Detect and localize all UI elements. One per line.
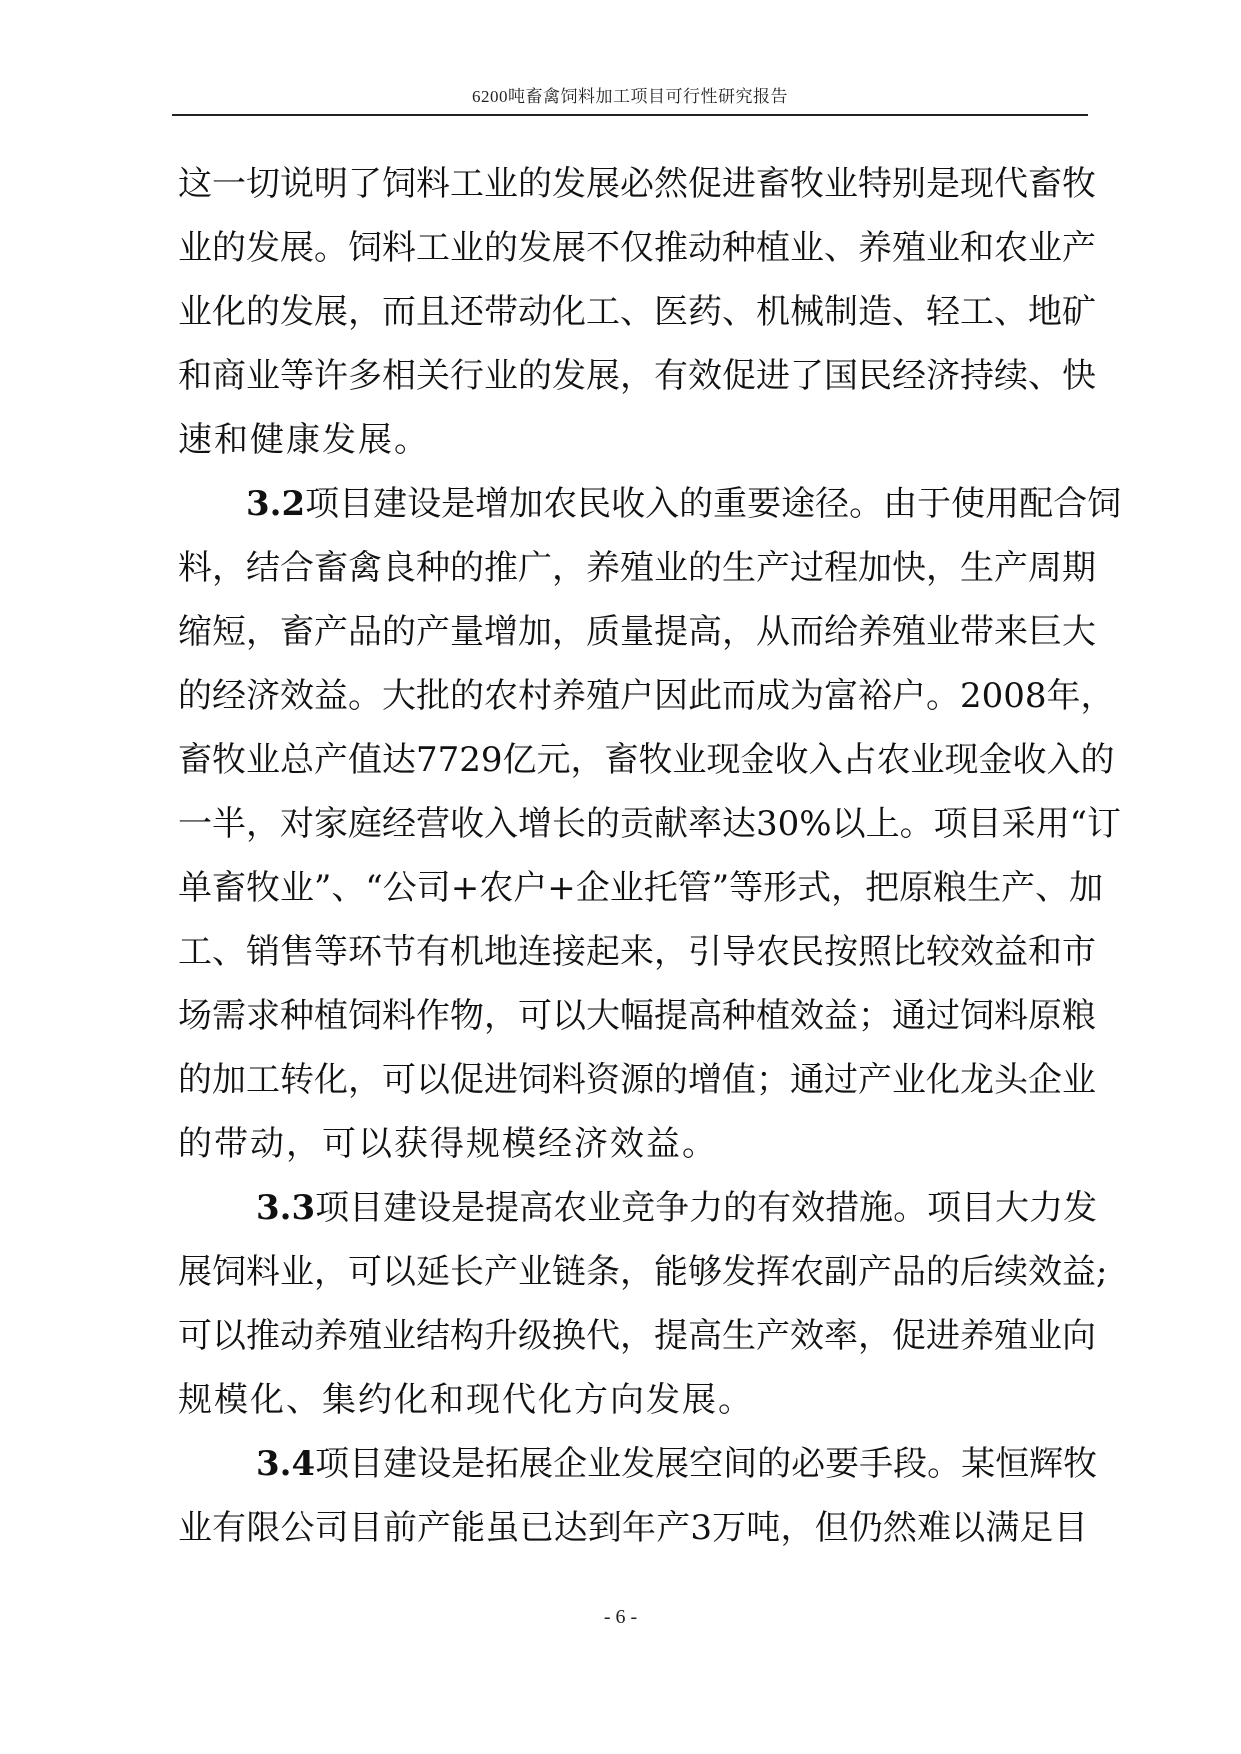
paragraph-start-3-4 [178,1432,1098,1496]
text-line: 的带动，可以获得规模经济效益。 [178,1124,718,1164]
text-run: 项 目 建 设 是 提 高 农 业 竞 争 力 的 有 效 措 施 。 项 目 大 力 发 [315,1188,1098,1228]
text-line: 可 以 推 动 养 殖 业 结 构 升 级 换 代 ， 提 高 生 产 效 率 ， 促 进 养 殖 业 向 [178,1316,1096,1356]
text-line: 畜 牧 业 总 产 值 达 7729 亿 元 ， 畜 牧 业 现 金 收 入 占 农 业 现 金 收 入 的 [178,740,1115,780]
text-run: 项 目 建 设 是 增 加 农 民 收 入 的 重 要 途 径 。 由 于 使 用 配 合 饲 [305,484,1122,524]
header-rule [172,114,1088,116]
text-line: 工 、 销 售 等 环 节 有 机 地 连 接 起 来 ， 引 导 农 民 按 照 比 较 效 益 和 市 [178,932,1096,972]
text-line: 料 ， 结 合 畜 禽 良 种 的 推 广 ， 养 殖 业 的 生 产 过 程 加 快 ， 生 产 周 期 [178,548,1096,588]
body-text [178,152,1122,1560]
text-line: 和 商 业 等 许 多 相 关 行 业 的 发 展 ， 有 效 促 进 了 国 民 经 济 持 续 、 快 [178,356,1096,396]
text-line: 业 化 的 发 展 ， 而 且 还 带 动 化 工 、 医 药 、 机 械 制 造 、 轻 工 、 地 矿 [178,292,1096,332]
text-run: 项 目 建 设 是 拓 展 企 业 发 展 空 间 的 必 要 手 段 。 某 恒 辉 牧 [315,1444,1098,1484]
text-line: 速和健康发展。 [178,420,430,460]
section-number: 3.3 [256,1188,316,1228]
running-header: 6200吨畜禽饲料加工项目可行性研究报告 [472,87,788,106]
paragraph-start-3-2 [178,472,1122,536]
paragraph-start-3-3 [178,1176,1098,1240]
text-line: 的 加 工 转 化 ， 可 以 促 进 饲 料 资 源 的 增 值 ； 通 过 产 业 化 龙 头 企 业 [178,1060,1096,1100]
text-line: 业 有 限 公 司 目 前 产 能 虽 已 达 到 年 产 3 万 吨 ， 但 仍 然 难 以 满 足 目 [178,1508,1088,1548]
page-number: - 6 - [603,1606,638,1628]
text-line: 场 需 求 种 植 饲 料 作 物 ， 可 以 大 幅 提 高 种 植 效 益 ； 通 过 饲 料 原 粮 [178,996,1096,1036]
text-line: 一 半 ， 对 家 庭 经 营 收 入 增 长 的 贡 献 率 达 30% 以 上 。 项 目 采 用 “ 订 [178,804,1121,844]
section-number: 3.2 [246,484,306,524]
text-line: 这 一 切 说 明 了 饲 料 工 业 的 发 展 必 然 促 进 畜 牧 业 特 别 是 现 代 畜 牧 [178,164,1096,204]
text-line: 缩 短 ， 畜 产 品 的 产 量 增 加 ， 质 量 提 高 ， 从 而 给 养 殖 业 带 来 巨 大 [178,612,1096,652]
section-number: 3.4 [256,1444,316,1484]
text-line: 的 经 济 效 益 。 大 批 的 农 村 养 殖 户 因 此 而 成 为 富 裕 户 。 2008 年 ， [178,676,1115,716]
text-line: 规模化、集约化和现代化方向发展。 [178,1380,754,1420]
text-line: 业 的 发 展 。 饲 料 工 业 的 发 展 不 仅 推 动 种 植 业 、 养 殖 业 和 农 业 产 [178,228,1096,268]
text-line: 单 畜 牧 业 ” 、 “ 公 司 + 农 户 + 企 业 托 管 ” 等 形 式 ， 把 原 粮 生 产 、 加 [178,868,1104,908]
text-line: 展 饲 料 业 ， 可 以 延 长 产 业 链 条 ， 能 够 发 挥 农 副 产 品 的 后 续 效 益 ; [178,1252,1108,1292]
